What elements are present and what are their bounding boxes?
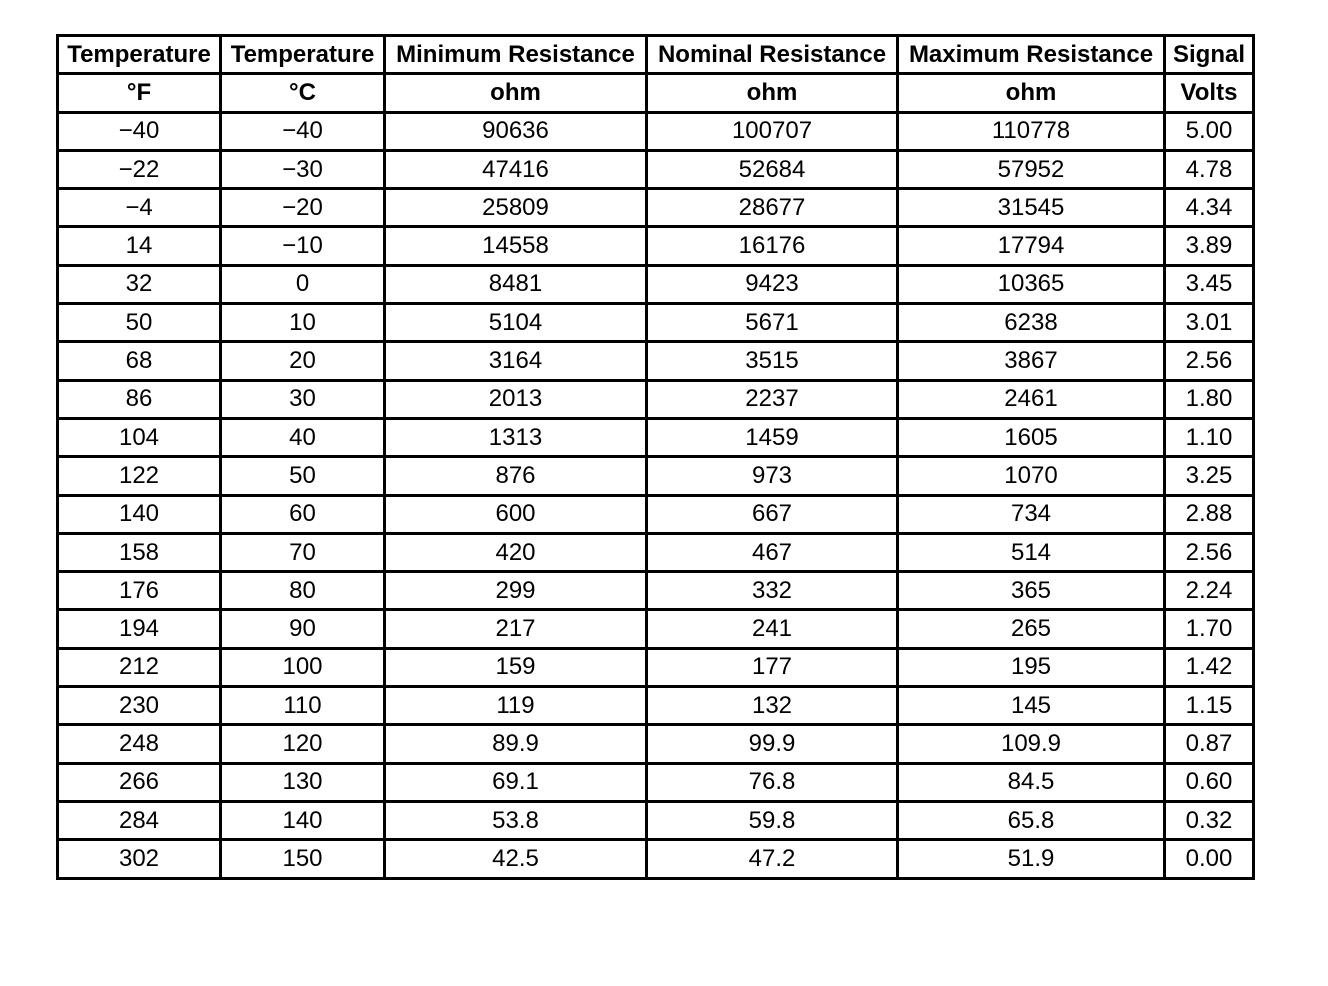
table-cell: 5104 <box>385 304 647 342</box>
table-cell: 1070 <box>898 457 1165 495</box>
table-cell: 110778 <box>898 112 1165 150</box>
table-cell: 140 <box>58 495 221 533</box>
table-cell: 145 <box>898 687 1165 725</box>
table-body <box>58 112 1254 878</box>
table-cell: 31545 <box>898 189 1165 227</box>
table-cell: 59.8 <box>647 801 898 839</box>
table-cell: 110 <box>221 687 385 725</box>
table-cell: 68 <box>58 342 221 380</box>
table-row <box>58 648 1254 686</box>
table-cell: −22 <box>58 150 221 188</box>
table-cell: 3.25 <box>1165 457 1254 495</box>
table-cell: 1.42 <box>1165 648 1254 686</box>
table-cell: 150 <box>221 840 385 878</box>
sensor-resistance-table <box>56 34 1255 880</box>
table-row <box>58 457 1254 495</box>
table-cell: 0.00 <box>1165 840 1254 878</box>
table-row <box>58 380 1254 418</box>
table-cell: −40 <box>58 112 221 150</box>
table-cell: 130 <box>221 763 385 801</box>
table-cell: 9423 <box>647 265 898 303</box>
table-cell: 2.56 <box>1165 342 1254 380</box>
table-cell: 90 <box>221 610 385 648</box>
table-cell: 30 <box>221 380 385 418</box>
table-cell: 3.01 <box>1165 304 1254 342</box>
table-cell: 4.78 <box>1165 150 1254 188</box>
table-cell: 90636 <box>385 112 647 150</box>
table-cell: 299 <box>385 572 647 610</box>
table-cell: 60 <box>221 495 385 533</box>
table-cell: 0.32 <box>1165 801 1254 839</box>
table-cell: 876 <box>385 457 647 495</box>
table-cell: 194 <box>58 610 221 648</box>
header-cell: Temperature <box>58 36 221 74</box>
table-cell: 0.87 <box>1165 725 1254 763</box>
table-cell: 53.8 <box>385 801 647 839</box>
table-cell: 365 <box>898 572 1165 610</box>
unit-cell: °F <box>58 74 221 112</box>
header-cell: Temperature <box>221 36 385 74</box>
table-cell: 80 <box>221 572 385 610</box>
table-cell: 140 <box>221 801 385 839</box>
table-cell: −4 <box>58 189 221 227</box>
table-cell: 195 <box>898 648 1165 686</box>
table-cell: 14 <box>58 227 221 265</box>
table-cell: 230 <box>58 687 221 725</box>
table-cell: 5671 <box>647 304 898 342</box>
table-cell: 20 <box>221 342 385 380</box>
table-cell: 84.5 <box>898 763 1165 801</box>
table-row <box>58 610 1254 648</box>
table-cell: 1605 <box>898 418 1165 456</box>
header-cell: Signal <box>1165 36 1254 74</box>
table-cell: 420 <box>385 533 647 571</box>
table-cell: 0 <box>221 265 385 303</box>
table-cell: 1313 <box>385 418 647 456</box>
table-cell: 667 <box>647 495 898 533</box>
table-cell: 10 <box>221 304 385 342</box>
unit-cell: ohm <box>647 74 898 112</box>
table-cell: 467 <box>647 533 898 571</box>
table-row <box>58 801 1254 839</box>
table-cell: −40 <box>221 112 385 150</box>
table-cell: 734 <box>898 495 1165 533</box>
table-cell: 3515 <box>647 342 898 380</box>
table-cell: 99.9 <box>647 725 898 763</box>
table-cell: 217 <box>385 610 647 648</box>
table-cell: 2461 <box>898 380 1165 418</box>
table-cell: 47416 <box>385 150 647 188</box>
table-cell: 1.15 <box>1165 687 1254 725</box>
table-row <box>58 763 1254 801</box>
table-cell: 1459 <box>647 418 898 456</box>
table-cell: −30 <box>221 150 385 188</box>
table-row <box>58 418 1254 456</box>
table-cell: 284 <box>58 801 221 839</box>
table-row <box>58 189 1254 227</box>
table-cell: 16176 <box>647 227 898 265</box>
table-cell: 1.70 <box>1165 610 1254 648</box>
table-cell: 42.5 <box>385 840 647 878</box>
table-row <box>58 725 1254 763</box>
table-cell: 109.9 <box>898 725 1165 763</box>
table-cell: 50 <box>58 304 221 342</box>
table-row <box>58 304 1254 342</box>
table-cell: 25809 <box>385 189 647 227</box>
table-cell: 104 <box>58 418 221 456</box>
table-cell: 1.10 <box>1165 418 1254 456</box>
table-cell: 76.8 <box>647 763 898 801</box>
header-cell: Nominal Resistance <box>647 36 898 74</box>
header-cell: Maximum Resistance <box>898 36 1165 74</box>
table-cell: 8481 <box>385 265 647 303</box>
table-cell: 1.80 <box>1165 380 1254 418</box>
table-row <box>58 342 1254 380</box>
header-cell: Minimum Resistance <box>385 36 647 74</box>
table-cell: 4.34 <box>1165 189 1254 227</box>
table-cell: 5.00 <box>1165 112 1254 150</box>
table-cell: 266 <box>58 763 221 801</box>
table-row <box>58 572 1254 610</box>
table-row <box>58 687 1254 725</box>
table-cell: 47.2 <box>647 840 898 878</box>
table-cell: 100 <box>221 648 385 686</box>
table-cell: 10365 <box>898 265 1165 303</box>
table-cell: 69.1 <box>385 763 647 801</box>
table-cell: −10 <box>221 227 385 265</box>
table-cell: 265 <box>898 610 1165 648</box>
unit-cell: °C <box>221 74 385 112</box>
table-cell: 2.56 <box>1165 533 1254 571</box>
table-cell: 3867 <box>898 342 1165 380</box>
table-cell: 32 <box>58 265 221 303</box>
table-cell: 120 <box>221 725 385 763</box>
table-cell: 2013 <box>385 380 647 418</box>
table-row <box>58 150 1254 188</box>
table-cell: 89.9 <box>385 725 647 763</box>
table-row <box>58 112 1254 150</box>
table-cell: 100707 <box>647 112 898 150</box>
table-cell: 514 <box>898 533 1165 571</box>
table-row <box>58 495 1254 533</box>
table-cell: 241 <box>647 610 898 648</box>
table-cell: 2.24 <box>1165 572 1254 610</box>
table-cell: 973 <box>647 457 898 495</box>
table-cell: 65.8 <box>898 801 1165 839</box>
table-cell: 17794 <box>898 227 1165 265</box>
table-cell: 3.45 <box>1165 265 1254 303</box>
table-row <box>58 227 1254 265</box>
table-cell: 0.60 <box>1165 763 1254 801</box>
table-cell: 40 <box>221 418 385 456</box>
table-cell: 6238 <box>898 304 1165 342</box>
table-cell: 2.88 <box>1165 495 1254 533</box>
table-cell: 86 <box>58 380 221 418</box>
table-cell: 57952 <box>898 150 1165 188</box>
table-cell: 158 <box>58 533 221 571</box>
table-cell: 51.9 <box>898 840 1165 878</box>
table-cell: 14558 <box>385 227 647 265</box>
table-cell: 212 <box>58 648 221 686</box>
header-row <box>58 36 1254 74</box>
table-cell: −20 <box>221 189 385 227</box>
table-cell: 2237 <box>647 380 898 418</box>
table-cell: 3.89 <box>1165 227 1254 265</box>
units-row <box>58 74 1254 112</box>
table-cell: 132 <box>647 687 898 725</box>
unit-cell: ohm <box>898 74 1165 112</box>
table-cell: 122 <box>58 457 221 495</box>
table-cell: 332 <box>647 572 898 610</box>
table-cell: 248 <box>58 725 221 763</box>
table-cell: 52684 <box>647 150 898 188</box>
table-cell: 176 <box>58 572 221 610</box>
table-cell: 119 <box>385 687 647 725</box>
table-row <box>58 533 1254 571</box>
unit-cell: ohm <box>385 74 647 112</box>
unit-cell: Volts <box>1165 74 1254 112</box>
table-cell: 50 <box>221 457 385 495</box>
table-row <box>58 265 1254 303</box>
table-cell: 302 <box>58 840 221 878</box>
table-cell: 28677 <box>647 189 898 227</box>
table-cell: 600 <box>385 495 647 533</box>
table-row <box>58 840 1254 878</box>
table-cell: 177 <box>647 648 898 686</box>
table-cell: 3164 <box>385 342 647 380</box>
table-cell: 159 <box>385 648 647 686</box>
table-cell: 70 <box>221 533 385 571</box>
